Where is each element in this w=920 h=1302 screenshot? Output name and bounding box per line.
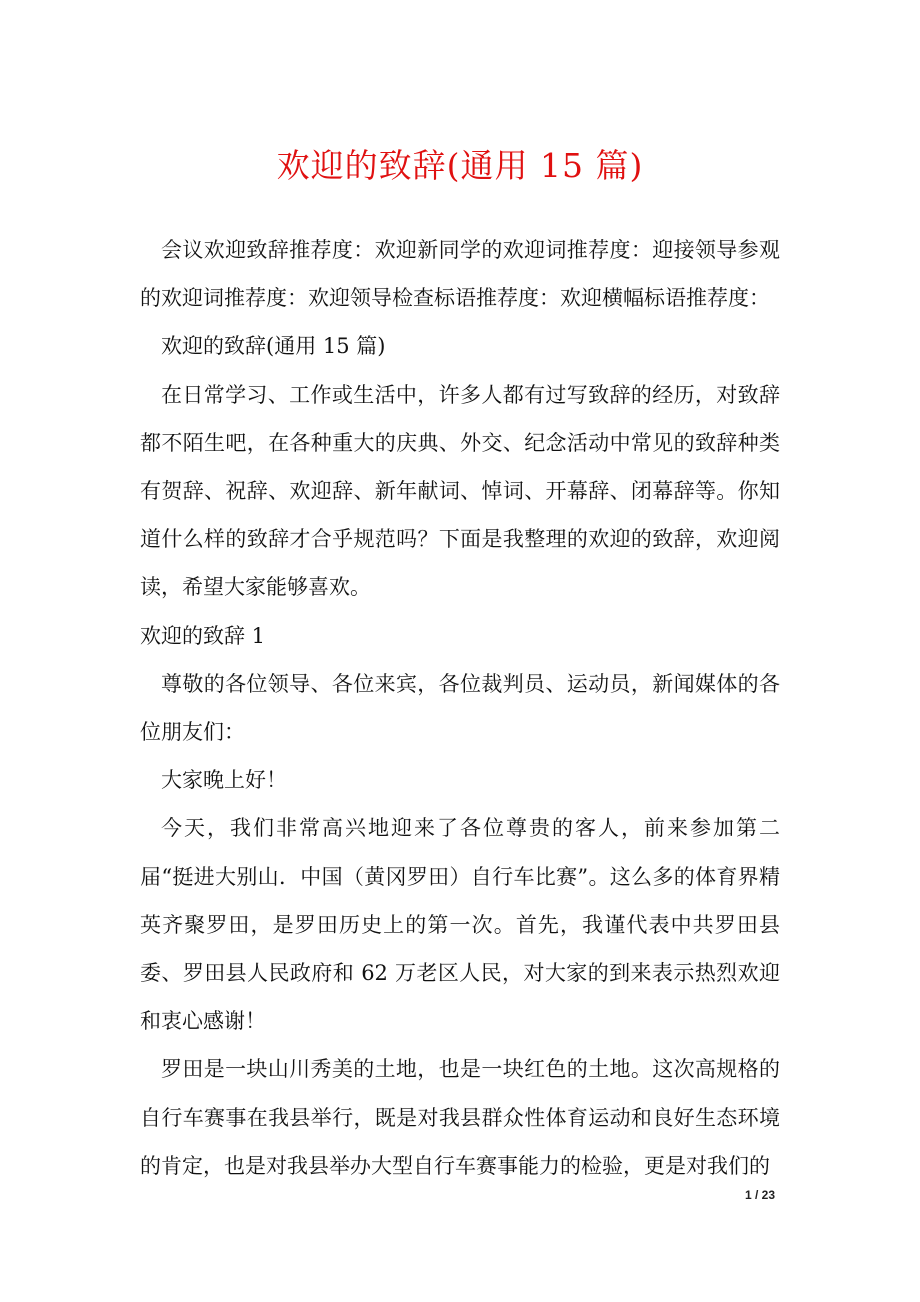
intro-recommendations-paragraph: 会议欢迎致辞推荐度：欢迎新同学的欢迎词推荐度：迎接领导参观的欢迎词推荐度：欢迎领导检查标语推荐度：欢迎横幅标语推荐度： [140, 238, 780, 311]
salutation-paragraph: 尊敬的各位领导、各位来宾，各位裁判员、运动员，新闻媒体的各位朋友们： [140, 671, 780, 745]
document-title: 欢迎的致辞(通用 15 篇) [276, 146, 644, 185]
page-number: 1 / 23 [745, 1188, 776, 1202]
greeting-paragraph: 大家晚上好！ [161, 768, 287, 793]
luotian-paragraph: 罗田是一块山川秀美的土地，也是一块红色的土地。这次高规格的自行车赛事在我县举行，既是对我县群众性体育运动和良好生态环境的肯定，也是对我县举办大型自行车赛事能力的检验，更是对我们的 [140, 1057, 780, 1178]
document-body [140, 226, 780, 1190]
section-heading: 欢迎的致辞 1 [140, 623, 266, 648]
introduction-paragraph: 在日常学习、工作或生活中，许多人都有过写致辞的经历，对致辞都不陌生吧，在各种重大的庆典、外交、纪念活动中常见的致辞种类有贺辞、祝辞、欢迎辞、新年献词、悼词、开幕辞、闭幕辞等。你知道什么样的致辞才合乎规范吗？下面是我整理的欢迎的致辞，欢迎阅读，希望大家能够喜欢。 [140, 382, 780, 600]
subtitle-paragraph: 欢迎的致辞(通用 15 篇) [161, 334, 386, 359]
welcome-paragraph: 今天，我们非常高兴地迎来了各位尊贵的客人，前来参加第二届“挺进大别山．中国（黄冈罗田）自行车比赛”。这么多的体育界精英齐聚罗田，是罗田历史上的第一次。首先，我谨代表中共罗田县委、罗田县人民政府和 62 万老区人民，对大家的到来表示热烈欢迎和衷心感谢！ [140, 816, 780, 1034]
